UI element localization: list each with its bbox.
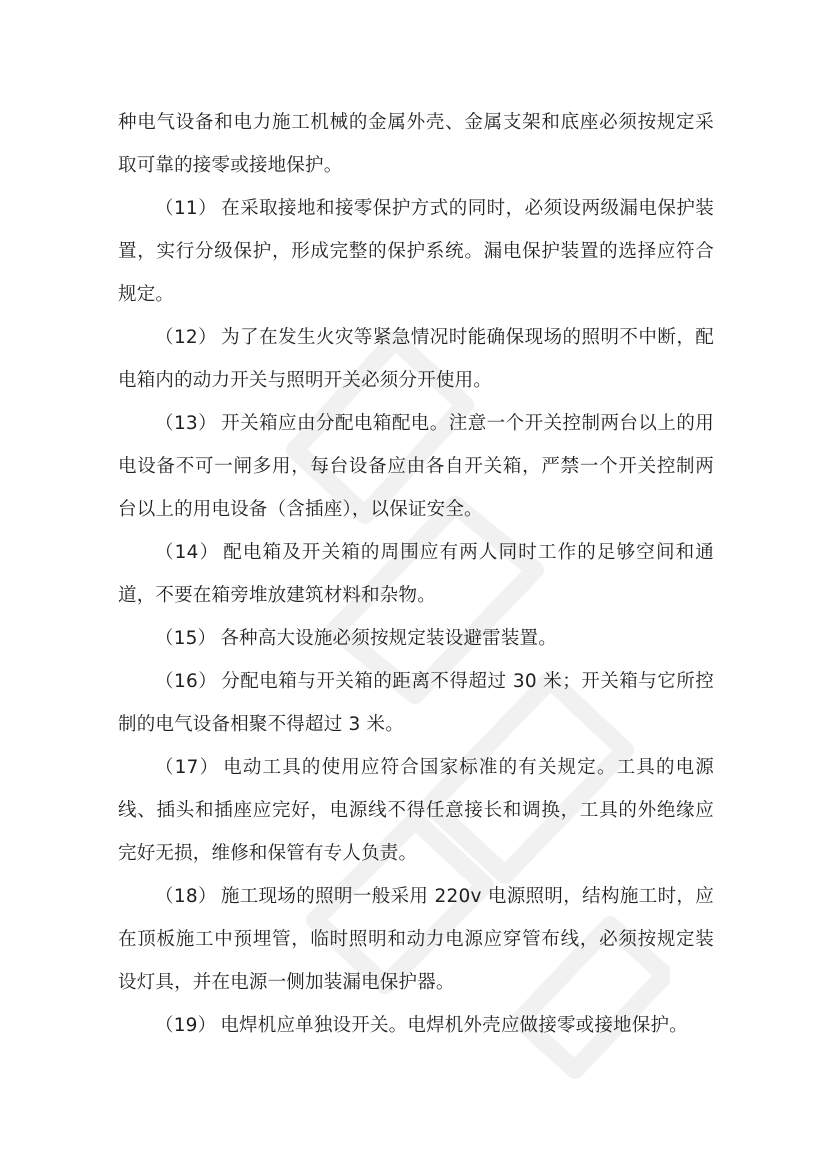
paragraph-text: 配电箱及开关箱的周围应有两人同时工作的足够空间和通道，不要在箱旁堆放建筑材料和杂物。 (118, 542, 714, 606)
paragraph-number: （14） (155, 542, 220, 563)
paragraph-text: 分配电箱与开关箱的距离不得超过 30 米；开关箱与它所控制的电气设备相聚不得超过 3 米。 (118, 671, 714, 735)
paragraph-number: （19） (155, 1015, 217, 1036)
paragraph-number: （13） (155, 413, 218, 434)
paragraph-16 (118, 660, 714, 746)
paragraph-17 (118, 746, 714, 875)
paragraph-18 (118, 875, 714, 1004)
paragraph-14 (118, 531, 714, 617)
paragraph-number: （11） (155, 198, 218, 219)
paragraph-number: （12） (155, 327, 218, 348)
paragraph-11 (118, 187, 714, 316)
paragraph-number: （15） (155, 628, 217, 649)
paragraph-13 (118, 402, 714, 531)
body-text (118, 101, 714, 1047)
paragraph-12 (118, 316, 714, 402)
paragraph-text: 电动工具的使用应符合国家标准的有关规定。工具的电源线、插头和插座应完好，电源线不得任意接长和调换，工具的外绝缘应完好无损，维修和保管有专人负责。 (118, 757, 714, 864)
paragraph-text: 为了在发生火灾等紧急情况时能确保现场的照明不中断，配电箱内的动力开关与照明开关必须分开使用。 (118, 327, 714, 391)
paragraph-number: （16） (155, 671, 218, 692)
paragraph-number: （18） (155, 886, 217, 907)
paragraph-text: 开关箱应由分配电箱配电。注意一个开关控制两台以上的用电设备不可一闸多用，每台设备应由各自开关箱，严禁一个开关控制两台以上的用电设备（含插座），以保证安全。 (118, 413, 714, 520)
paragraph-text: 电焊机应单独设开关。电焊机外壳应做接零或接地保护。 (220, 1015, 688, 1036)
paragraph-text: 施工现场的照明一般采用 220v 电源照明，结构施工时，应在顶板施工中预埋管，临时照明和动力电源应穿管布线，必须按规定装设灯具，并在电源一侧加装漏电保护器。 (118, 886, 714, 993)
paragraph-text: 在采取接地和接零保护方式的同时，必须设两级漏电保护装置，实行分级保护，形成完整的保护系统。漏电保护装置的选择应符合规定。 (118, 198, 714, 305)
paragraph-19 (118, 1004, 714, 1047)
paragraph-continuation (118, 101, 714, 187)
paragraph-15 (118, 617, 714, 660)
paragraph-text: 各种高大设施必须按规定装设避雷装置。 (220, 628, 557, 649)
paragraph-text: 种电气设备和电力施工机械的金属外壳、金属支架和底座必须按规定采取可靠的接零或接地保护。 (118, 112, 714, 176)
paragraph-number: （17） (155, 757, 220, 778)
